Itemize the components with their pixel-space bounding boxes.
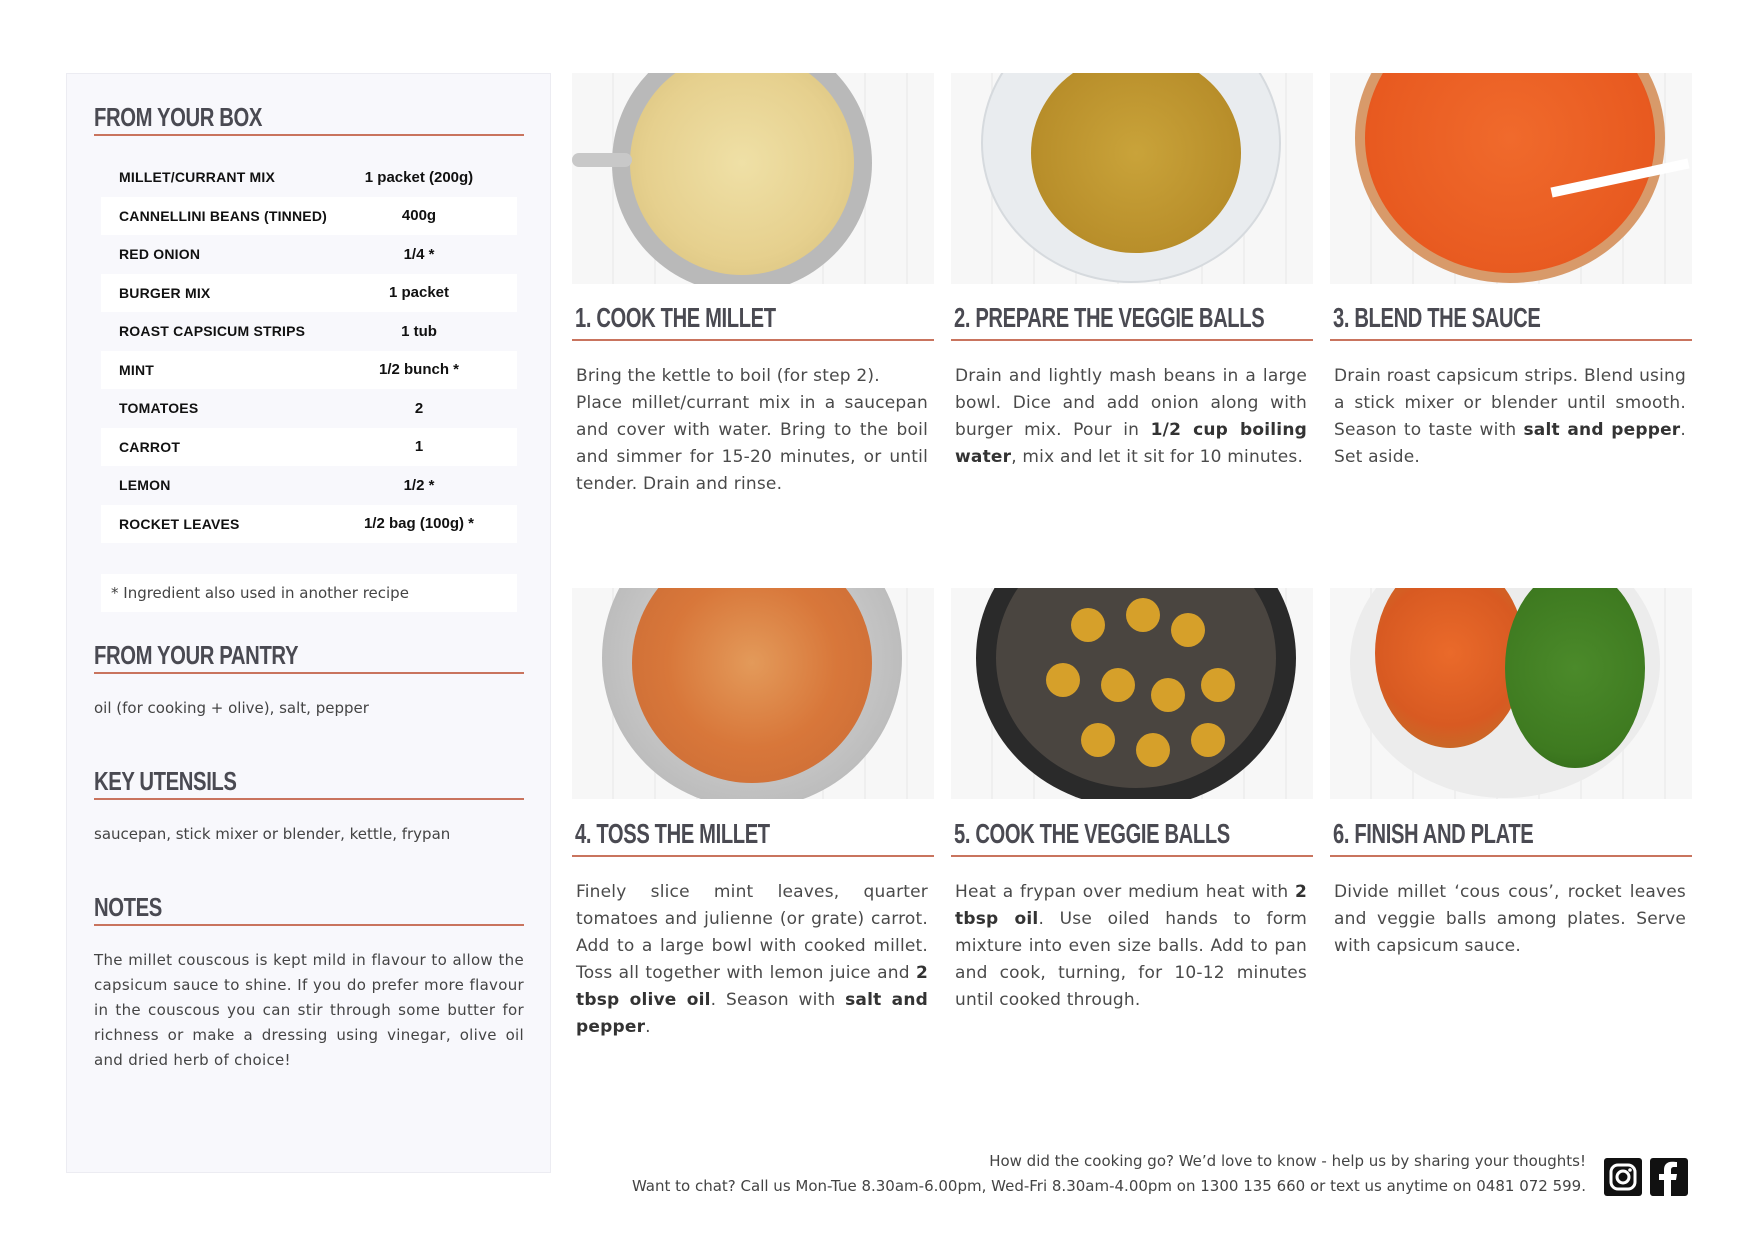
step-4-bold: salt and pepper (576, 990, 928, 1037)
instagram-icon[interactable] (1604, 1158, 1642, 1196)
step-5-part: Heat a frypan over medium heat with (955, 882, 1295, 902)
ingredient-name: LEMON (119, 477, 171, 494)
ingredient-qty: 1/2 bag (100g) * (363, 515, 475, 533)
ingredient-qty: 400g (401, 207, 437, 225)
step-6-text (1334, 879, 1686, 960)
heading-rule (94, 134, 524, 136)
step-rule (951, 855, 1313, 857)
ingredient-row (101, 428, 517, 467)
ingredients-sidebar (66, 73, 551, 1173)
step-6-photo (1330, 588, 1692, 799)
ingredient-name: CARROT (119, 438, 181, 455)
ingredient-row (101, 235, 517, 274)
step-2-photo (951, 73, 1313, 284)
step-3-part: Drain roast capsicum strips. Blend using a stick mixer or blender until smooth. Season to taste with (1334, 366, 1686, 440)
ingredient-qty: 1/4 * (403, 245, 435, 263)
ingredient-row (101, 274, 517, 313)
ingredient-row (101, 389, 517, 428)
ingredient-row (101, 312, 517, 351)
step-3-title: 3. BLEND THE SAUCE (1333, 302, 1541, 333)
step-2-part: Drain and lightly mash beans in a large bowl. Dice and add onion along with burger mix. Pour in (955, 366, 1307, 440)
ingredient-name: BURGER MIX (119, 284, 211, 301)
ingredient-footnote: * Ingredient also used in another recipe (101, 574, 517, 612)
ingredient-qty: 1 (414, 438, 424, 456)
step-5-photo (951, 588, 1313, 799)
pantry-text: oil (for cooking + olive), salt, pepper (94, 699, 369, 717)
ingredients-table (101, 158, 517, 543)
step-4-part: . Season with (710, 990, 846, 1010)
key-utensils-heading: KEY UTENSILS (94, 766, 237, 796)
step-6-part: Divide millet ‘cous cous’, rocket leaves and veggie balls among plates. Serve with capsicum sauce. (1334, 882, 1686, 956)
step-3-text (1334, 363, 1686, 471)
ingredient-name: CANNELLINI BEANS (TINNED) (119, 207, 327, 224)
step-2-text (955, 363, 1307, 471)
step-2-part: , mix and let it sit for 10 minutes. (1011, 447, 1304, 467)
from-your-box-heading: FROM YOUR BOX (94, 102, 263, 132)
step-1-body: Place millet/currant mix in a saucepan and cover with water. Bring to the boil and simmer for 15-20 minutes, or until tender. Drain and rinse. (576, 393, 928, 494)
step-4-text (576, 879, 928, 1041)
ingredient-qty: 1/2 * (403, 476, 435, 494)
utensils-text: saucepan, stick mixer or blender, kettle, frypan (94, 825, 451, 843)
step-1-text (576, 363, 928, 498)
ingredient-name: ROCKET LEAVES (119, 515, 240, 532)
notes-heading: NOTES (94, 892, 162, 922)
step-5-part: . Use oiled hands to form mixture into even size balls. Add to pan and cook, turning, for 10-12 minutes until cooked through. (955, 909, 1307, 1010)
step-rule (1330, 855, 1692, 857)
ingredient-qty: 1/2 bunch * (378, 361, 460, 379)
step-6-title: 6. FINISH AND PLATE (1333, 818, 1534, 849)
step-4-photo (572, 588, 934, 799)
footer-feedback-text: How did the cooking go? We’d love to know - help us by sharing your thoughts! (989, 1152, 1586, 1170)
step-3-photo (1330, 73, 1692, 284)
step-4-title: 4. TOSS THE MILLET (575, 818, 770, 849)
ingredient-qty: 1 packet (388, 284, 450, 302)
heading-rule (94, 924, 524, 926)
step-5-bold: 2 tbsp oil (955, 882, 1307, 929)
step-1-photo (572, 73, 934, 284)
step-1-title: 1. COOK THE MILLET (575, 302, 776, 333)
step-3-bold: salt and pepper (1523, 420, 1681, 440)
facebook-icon[interactable] (1650, 1158, 1688, 1196)
ingredient-row (101, 466, 517, 505)
step-3-part: . Set aside. (1334, 420, 1687, 467)
ingredient-row (101, 197, 517, 236)
step-4-bold: 2 tbsp olive oil (576, 963, 928, 1010)
heading-rule (94, 798, 524, 800)
ingredient-row (101, 505, 517, 544)
step-2-title: 2. PREPARE THE VEGGIE BALLS (954, 302, 1265, 333)
step-rule (572, 855, 934, 857)
ingredient-row (101, 351, 517, 390)
ingredient-qty: 1 packet (200g) (364, 168, 474, 186)
from-your-pantry-heading: FROM YOUR PANTRY (94, 640, 299, 670)
step-4-part: . (645, 1017, 651, 1037)
step-rule (572, 339, 934, 341)
step-rule (951, 339, 1313, 341)
step-5-title: 5. COOK THE VEGGIE BALLS (954, 818, 1230, 849)
notes-text: The millet couscous is kept mild in flavour to allow the capsicum sauce to shine. If you do prefer more flavour in the couscous you can stir through some butter for richness or make a dressing using vinegar, olive oil and dried herb of choice! (94, 951, 524, 1069)
ingredient-name: MINT (119, 361, 155, 378)
footer-contact-text: Want to chat? Call us Mon-Tue 8.30am-6.00pm, Wed-Fri 8.30am-4.00pm on 1300 135 660 or text us anytime on 0481 072 599. (631, 1177, 1586, 1195)
step-rule (1330, 339, 1692, 341)
ingredient-name: TOMATOES (119, 400, 199, 417)
ingredient-qty: 1 tub (401, 322, 437, 340)
ingredient-row (101, 158, 517, 197)
step-4-part: Finely slice mint leaves, quarter tomatoes and julienne (or grate) carrot. Add to a large bowl with cooked millet. Toss all together with lemon juice and (576, 882, 928, 983)
heading-rule (94, 672, 524, 674)
ingredient-name: ROAST CAPSICUM STRIPS (119, 323, 306, 340)
ingredient-qty: 2 (414, 399, 424, 417)
step-1-line: Bring the kettle to boil (for step 2). (576, 366, 880, 386)
step-5-text (955, 879, 1307, 1014)
step-2-bold: 1/2 cup boiling water (955, 420, 1308, 467)
ingredient-name: MILLET/CURRANT MIX (119, 169, 276, 186)
ingredient-name: RED ONION (119, 246, 201, 263)
